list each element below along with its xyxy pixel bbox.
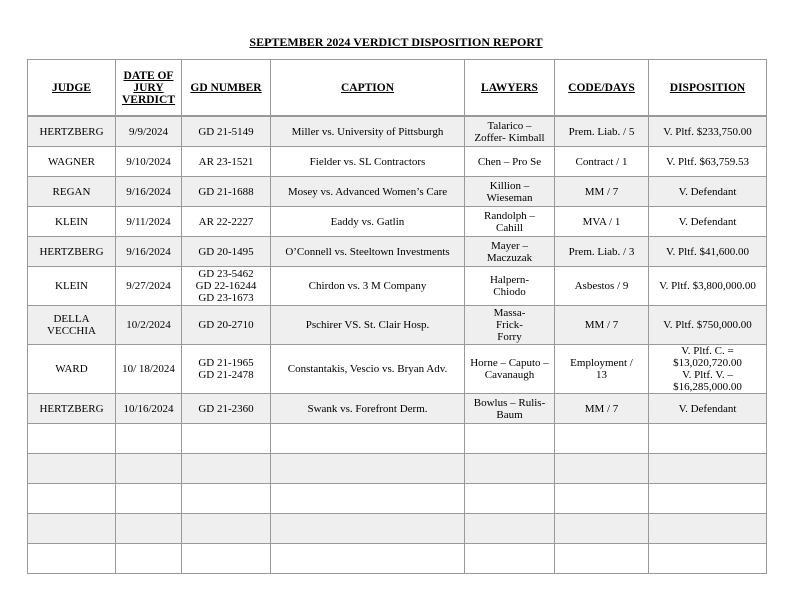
header-gd-number: GD NUMBER: [182, 60, 271, 117]
cell-caption: Chirdon vs. 3 M Company: [271, 267, 465, 306]
cell-lawyers: Massa- Frick- Forry: [465, 306, 555, 345]
cell-gd: GD 20-2710: [182, 306, 271, 345]
table-row: [28, 116, 767, 147]
cell-judge: HERTZBERG: [28, 237, 116, 267]
cell-code: Prem. Liab. / 3: [555, 237, 649, 267]
cell-gd: GD 21-2360: [182, 394, 271, 424]
cell-judge: HERTZBERG: [28, 394, 116, 424]
empty-row: [28, 424, 767, 454]
cell-caption: Pschirer VS. St. Clair Hosp.: [271, 306, 465, 345]
table-row: [28, 177, 767, 207]
cell-date: 10/16/2024: [116, 394, 182, 424]
header-code-days: CODE/DAYS: [555, 60, 649, 117]
cell-gd: GD 21-5149: [182, 116, 271, 147]
cell-lawyers: Bowlus – Rulis- Baum: [465, 394, 555, 424]
cell-date: 9/9/2024: [116, 116, 182, 147]
cell-gd: AR 23-1521: [182, 147, 271, 177]
cell-disposition: V. Pltf. $750,000.00: [649, 306, 767, 345]
table-row: [28, 267, 767, 306]
cell-code: Prem. Liab. / 5: [555, 116, 649, 147]
cell-lawyers: Halpern- Chiodo: [465, 267, 555, 306]
cell-gd: GD 20-1495: [182, 237, 271, 267]
cell-judge: KLEIN: [28, 207, 116, 237]
cell-disposition: V. Pltf. $63,759.53: [649, 147, 767, 177]
header-date: DATE OF JURY VERDICT: [116, 60, 182, 117]
cell-lawyers: Horne – Caputo – Cavanaugh: [465, 345, 555, 394]
cell-judge: REGAN: [28, 177, 116, 207]
table-row: [28, 345, 767, 394]
header-judge: JUDGE: [28, 60, 116, 117]
cell-code: MM / 7: [555, 177, 649, 207]
cell-judge: WARD: [28, 345, 116, 394]
cell-gd: GD 21-1688: [182, 177, 271, 207]
cell-date: 9/11/2024: [116, 207, 182, 237]
cell-disposition: V. Pltf. C. = $13,020,720.00 V. Pltf. V. – $16,285,000.00: [649, 345, 767, 394]
cell-gd: AR 22-2227: [182, 207, 271, 237]
cell-disposition: V. Pltf. $233,750.00: [649, 116, 767, 147]
table-row: [28, 306, 767, 345]
cell-disposition: V. Pltf. $3,800,000.00: [649, 267, 767, 306]
cell-lawyers: Randolph – Cahill: [465, 207, 555, 237]
cell-caption: O’Connell vs. Steeltown Investments: [271, 237, 465, 267]
table-row: [28, 147, 767, 177]
cell-code: Employment / 13: [555, 345, 649, 394]
cell-code: Contract / 1: [555, 147, 649, 177]
cell-disposition: V. Pltf. $41,600.00: [649, 237, 767, 267]
cell-date: 9/16/2024: [116, 237, 182, 267]
cell-date: 10/2/2024: [116, 306, 182, 345]
cell-lawyers: Chen – Pro Se: [465, 147, 555, 177]
cell-caption: Eaddy vs. Gatlin: [271, 207, 465, 237]
cell-caption: Constantakis, Vescio vs. Bryan Adv.: [271, 345, 465, 394]
cell-lawyers: Killion – Wieseman: [465, 177, 555, 207]
header-row: [28, 60, 767, 117]
cell-disposition: V. Defendant: [649, 207, 767, 237]
cell-gd: GD 21-1965 GD 21-2478: [182, 345, 271, 394]
cell-judge: DELLA VECCHIA: [28, 306, 116, 345]
table-row: [28, 394, 767, 424]
empty-row: [28, 514, 767, 544]
cell-date: 9/10/2024: [116, 147, 182, 177]
empty-row: [28, 484, 767, 514]
header-lawyers: LAWYERS: [465, 60, 555, 117]
cell-judge: WAGNER: [28, 147, 116, 177]
cell-code: MM / 7: [555, 306, 649, 345]
cell-disposition: V. Defendant: [649, 177, 767, 207]
cell-lawyers: Talarico – Zoffer- Kimball: [465, 116, 555, 147]
cell-judge: HERTZBERG: [28, 116, 116, 147]
empty-row: [28, 544, 767, 574]
cell-judge: KLEIN: [28, 267, 116, 306]
cell-disposition: V. Defendant: [649, 394, 767, 424]
cell-date: 9/27/2024: [116, 267, 182, 306]
empty-row: [28, 454, 767, 484]
header-disposition: DISPOSITION: [649, 60, 767, 117]
verdict-table: [27, 59, 767, 574]
cell-code: Asbestos / 9: [555, 267, 649, 306]
cell-caption: Swank vs. Forefront Derm.: [271, 394, 465, 424]
cell-caption: Fielder vs. SL Contractors: [271, 147, 465, 177]
cell-code: MVA / 1: [555, 207, 649, 237]
cell-date: 9/16/2024: [116, 177, 182, 207]
cell-gd: GD 23-5462 GD 22-16244 GD 23-1673: [182, 267, 271, 306]
header-caption: CAPTION: [271, 60, 465, 117]
table-row: [28, 237, 767, 267]
table-row: [28, 207, 767, 237]
cell-caption: Miller vs. University of Pittsburgh: [271, 116, 465, 147]
cell-code: MM / 7: [555, 394, 649, 424]
report-title: SEPTEMBER 2024 VERDICT DISPOSITION REPORT: [249, 35, 543, 49]
cell-caption: Mosey vs. Advanced Women’s Care: [271, 177, 465, 207]
cell-date: 10/ 18/2024: [116, 345, 182, 394]
cell-lawyers: Mayer – Maczuzak: [465, 237, 555, 267]
